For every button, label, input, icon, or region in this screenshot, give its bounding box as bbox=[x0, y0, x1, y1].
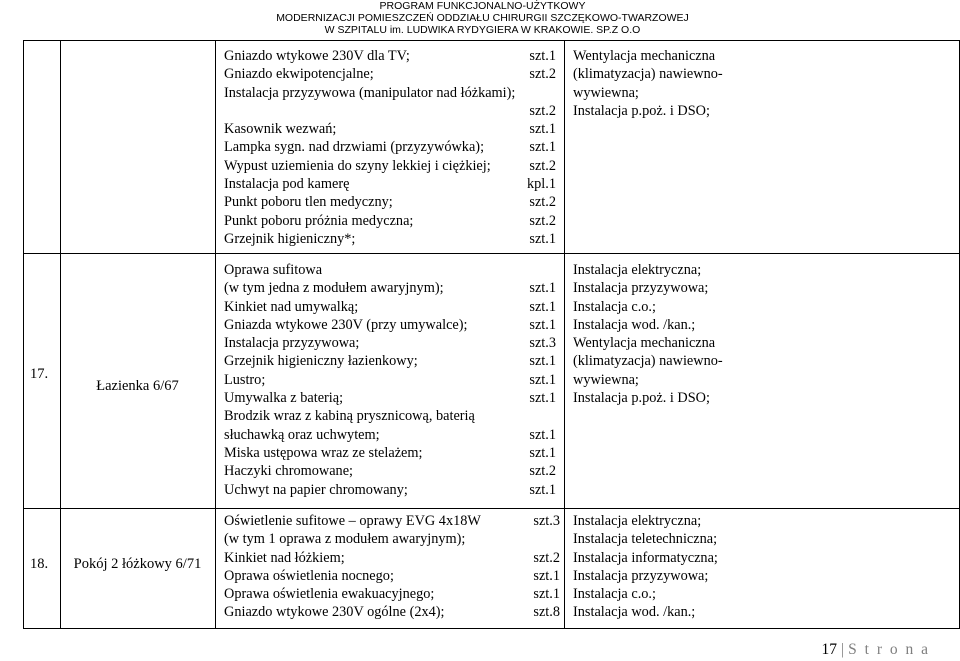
installation-item: Instalacja c.o.; bbox=[573, 586, 656, 603]
item-quantity: szt.2 bbox=[529, 102, 556, 119]
item-name: (w tym 1 oprawa z modułem awaryjnym); bbox=[224, 531, 466, 548]
item-name: Umywalka z baterią; bbox=[224, 390, 344, 407]
item-quantity: szt.3 bbox=[533, 513, 560, 529]
room-name: Pokój 2 łóżkowy 6/71 bbox=[73, 556, 202, 572]
item-quantity: szt.1 bbox=[529, 48, 556, 64]
installations-list bbox=[573, 512, 718, 622]
installation-item: Instalacja wod. /kan.; bbox=[573, 316, 696, 333]
installation-item: wywiewna; bbox=[573, 84, 639, 101]
installation-item: (klimatyzacja) nawiewno- bbox=[573, 66, 723, 83]
item-name: Gniazdo wtykowe 230V ogólne (2x4); bbox=[224, 604, 445, 621]
item-quantity: szt.1 bbox=[529, 426, 556, 443]
list-item bbox=[224, 102, 556, 120]
list-item bbox=[224, 175, 556, 193]
item-name: Gniazdo ekwipotencjalne; bbox=[224, 66, 374, 83]
header-line-3: W SZPITALU im. LUDWIKA RYDYGIERA W KRAKOWIE. SP.Z O.O bbox=[324, 24, 641, 36]
item-name: Wypust uziemienia do szyny lekkiej i ciężkiej; bbox=[224, 157, 491, 174]
item-name: Miska ustępowa wraz ze stelażem; bbox=[224, 444, 423, 461]
list-item bbox=[224, 481, 556, 499]
item-name: Kasownik wezwań; bbox=[224, 121, 337, 138]
table-row-divider bbox=[23, 508, 960, 509]
item-name: Uchwyt na papier chromowany; bbox=[224, 481, 408, 498]
item-name: Punkt poboru tlen medyczny; bbox=[224, 194, 393, 211]
item-quantity: szt.8 bbox=[533, 604, 560, 621]
item-name: słuchawką oraz uchwytem; bbox=[224, 426, 380, 443]
list-item bbox=[224, 230, 556, 248]
list-item bbox=[224, 193, 556, 211]
table-column-divider bbox=[215, 40, 216, 628]
list-item bbox=[224, 65, 556, 83]
installation-item: wywiewna; bbox=[573, 371, 639, 388]
table-row-divider bbox=[23, 253, 960, 254]
item-quantity: szt.1 bbox=[529, 316, 556, 333]
item-name: Lampka sygn. nad drzwiami (przyzywówka); bbox=[224, 139, 485, 156]
item-name: Oprawa oświetlenia nocnego; bbox=[224, 567, 394, 584]
header bbox=[270, 0, 695, 36]
list-item bbox=[224, 334, 556, 352]
header-line-2: MODERNIZACJI POMIESZCZEŃ ODDZIAŁU CHIRURGII SZCZĘKOWO-TWARZOWEJ bbox=[276, 12, 689, 24]
item-quantity: szt.1 bbox=[529, 390, 556, 407]
list-item bbox=[224, 389, 556, 407]
installation-item: Instalacja teletechniczna; bbox=[573, 531, 718, 548]
item-name: Instalacja przyzywowa (manipulator nad łóżkami); bbox=[224, 84, 516, 101]
equipment-list bbox=[224, 512, 560, 622]
installations-list bbox=[573, 261, 723, 407]
footer-separator: | bbox=[841, 641, 845, 658]
item-name: Punkt poboru próżnia medyczna; bbox=[224, 212, 414, 229]
item-name: Instalacja przyzywowa; bbox=[224, 335, 360, 352]
item-name: (w tym jedna z modułem awaryjnym); bbox=[224, 280, 444, 297]
list-item bbox=[224, 426, 556, 444]
item-quantity: szt.2 bbox=[529, 66, 556, 83]
item-quantity: szt.1 bbox=[529, 481, 556, 498]
page-label: S t r o n a bbox=[848, 641, 930, 658]
item-quantity: szt.1 bbox=[529, 298, 556, 315]
item-quantity: szt.1 bbox=[529, 230, 556, 247]
list-item bbox=[224, 298, 556, 316]
installation-item: Wentylacja mechaniczna bbox=[573, 48, 716, 64]
list-item bbox=[224, 512, 560, 530]
installation-item: Instalacja p.poż. i DSO; bbox=[573, 390, 710, 407]
item-quantity: szt.1 bbox=[533, 586, 560, 603]
item-name: Lustro; bbox=[224, 371, 266, 388]
item-quantity: szt.3 bbox=[529, 335, 556, 352]
item-name: Oświetlenie sufitowe – oprawy EVG 4x18W bbox=[224, 513, 481, 529]
list-item bbox=[224, 261, 556, 279]
page-footer bbox=[822, 641, 930, 659]
item-quantity: szt.1 bbox=[529, 353, 556, 370]
list-item bbox=[224, 603, 560, 621]
item-name: Oprawa sufitowa bbox=[224, 262, 323, 278]
room-name: Łazienka 6/67 bbox=[96, 378, 179, 394]
list-item bbox=[224, 316, 556, 334]
item-quantity: szt.1 bbox=[529, 444, 556, 461]
installation-item: Instalacja elektryczna; bbox=[573, 262, 702, 278]
list-item bbox=[224, 371, 556, 389]
header-line-1: PROGRAM FUNKCJONALNO-UŻYTKOWY bbox=[379, 0, 586, 12]
item-name: Kinkiet nad umywalką; bbox=[224, 298, 359, 315]
installation-item: Instalacja c.o.; bbox=[573, 298, 656, 315]
item-quantity: szt.1 bbox=[529, 371, 556, 388]
item-name: Oprawa oświetlenia ewakuacyjnego; bbox=[224, 586, 435, 603]
item-quantity: szt.1 bbox=[533, 567, 560, 584]
row-number: 18. bbox=[30, 556, 49, 572]
item-name: Kinkiet nad łóżkiem; bbox=[224, 549, 345, 566]
item-quantity: kpl.1 bbox=[527, 176, 556, 193]
item-quantity: szt.2 bbox=[533, 549, 560, 566]
list-item bbox=[224, 84, 556, 102]
table-border-top bbox=[23, 40, 960, 41]
list-item bbox=[224, 462, 556, 480]
item-name: Gniazdo wtykowe 230V dla TV; bbox=[224, 48, 410, 64]
list-item bbox=[224, 352, 556, 370]
list-item bbox=[224, 279, 556, 297]
installation-item: Wentylacja mechaniczna bbox=[573, 335, 716, 352]
item-name: Haczyki chromowane; bbox=[224, 463, 354, 480]
list-item bbox=[224, 138, 556, 156]
item-quantity: szt.2 bbox=[529, 194, 556, 211]
list-item bbox=[224, 212, 556, 230]
table-border-bottom bbox=[23, 628, 960, 629]
list-item bbox=[224, 157, 556, 175]
installation-item: Instalacja p.poż. i DSO; bbox=[573, 102, 710, 119]
installation-item: Instalacja przyzywowa; bbox=[573, 280, 709, 297]
table-column-divider bbox=[23, 40, 24, 628]
item-quantity: szt.1 bbox=[529, 280, 556, 297]
list-item bbox=[224, 444, 556, 462]
installation-item: Instalacja elektryczna; bbox=[573, 513, 702, 529]
installation-item: Instalacja przyzywowa; bbox=[573, 567, 709, 584]
equipment-list bbox=[224, 47, 556, 248]
list-item bbox=[224, 530, 560, 548]
installation-item: (klimatyzacja) nawiewno- bbox=[573, 353, 723, 370]
table-column-divider bbox=[60, 40, 61, 628]
list-item bbox=[224, 567, 560, 585]
item-name bbox=[224, 102, 228, 120]
list-item bbox=[224, 47, 556, 65]
list-item bbox=[224, 120, 556, 138]
list-item bbox=[224, 407, 556, 425]
installation-item: Instalacja informatyczna; bbox=[573, 549, 718, 566]
item-name: Grzejnik higieniczny*; bbox=[224, 230, 356, 247]
installation-item: Instalacja wod. /kan.; bbox=[573, 604, 696, 621]
item-name: Gniazda wtykowe 230V (przy umywalce); bbox=[224, 316, 468, 333]
item-quantity: szt.2 bbox=[529, 463, 556, 480]
table-column-divider bbox=[564, 40, 565, 628]
row-number: 17. bbox=[30, 366, 49, 382]
list-item bbox=[224, 549, 560, 567]
list-item bbox=[224, 585, 560, 603]
item-name: Grzejnik higieniczny łazienkowy; bbox=[224, 353, 418, 370]
item-quantity: szt.2 bbox=[529, 157, 556, 174]
item-name: Instalacja pod kamerę bbox=[224, 176, 350, 193]
page-number: 17 bbox=[821, 641, 838, 658]
item-quantity: szt.1 bbox=[529, 139, 556, 156]
installations-list bbox=[573, 47, 723, 120]
item-quantity: szt.2 bbox=[529, 212, 556, 229]
equipment-list bbox=[224, 261, 556, 499]
item-name: Brodzik wraz z kabiną prysznicową, baterią bbox=[224, 408, 475, 425]
item-quantity: szt.1 bbox=[529, 121, 556, 138]
